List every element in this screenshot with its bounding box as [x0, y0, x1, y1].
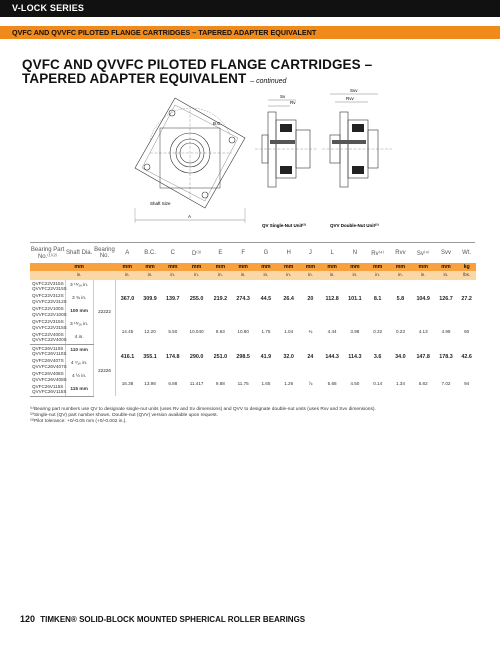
col-header-part-no: Bearing Part No.⁽¹⁾⁽²⁾ [30, 246, 65, 260]
col-header-shaft-dia: Shaft Dia. [65, 250, 93, 256]
value-in-cell: 1.65 [261, 380, 271, 386]
value-in-cell: 10.80 [237, 328, 249, 334]
part-number-cell: QVFC22V100S QVVFC22V100S [32, 306, 67, 317]
col-header-svv: Svv [440, 250, 451, 256]
col-header-h: H [286, 250, 291, 256]
value-mm-cell: 114.3 [348, 354, 362, 360]
shaft-dia-cell: 4 in. [65, 331, 93, 344]
col-header-rv: Rv⁽⁴⁾ [371, 250, 385, 257]
units-row-metric: mm mm mm mm mm mm mm mm mm mm mm mm mm mm mm mm kg [30, 263, 476, 271]
value-mm-cell: 24 [307, 354, 314, 360]
value-in-cell: 94 [464, 380, 470, 386]
section-subtitle-bar [0, 26, 500, 39]
value-mm-cell: 126.7 [439, 295, 453, 302]
shaft-size-label: Shaft Size [150, 201, 171, 206]
caption-double-nut: QVV Double-Nut Unit⁽²⁾ [330, 223, 379, 228]
value-in-cell: 1.34 [395, 380, 405, 386]
value-in-cell: 8.63 [215, 328, 225, 334]
footnote-1: ⁽¹⁾Bearing part numbers use QV to designate single-nut units (uses Rv and Sv dimensions) and QVV to designate double-nut units (uses Rvv and Svv dimensions). [30, 407, 376, 412]
shaft-dia-cell: 3 ¹⁵⁄₁₆ in. [65, 318, 93, 331]
bearing-group-22222 [30, 279, 476, 344]
value-mm-cell: 104.9 [416, 295, 430, 302]
value-in-cell: 11.75 [237, 380, 249, 386]
shaft-dia-cell: 3 ¾ in. [65, 292, 93, 305]
footnotes [30, 407, 476, 425]
dim-label-rv: Rv [290, 100, 296, 105]
table-row [30, 344, 476, 357]
value-mm-cell: 20 [307, 295, 314, 302]
value-mm-cell: 355.1 [143, 354, 157, 360]
footnote-2: ⁽²⁾Single-nut (QV) part number shown. Double-nut (QVV) version available upon request. [30, 413, 218, 418]
dimensions-table [30, 243, 476, 397]
dim-label-a: A [188, 214, 192, 219]
col-header-sv: Sv⁽⁴⁾ [416, 250, 430, 257]
units-row-imperial: in. in. in. in. in. in. in. in. in. in. in. in. in. in. in. in. lbs. [30, 271, 476, 279]
value-in-cell: 0.32 [373, 328, 383, 334]
section-subtitle: QVFC AND QVVFC PILOTED FLANGE CARTRIDGES – TAPERED ADAPTER EQUIVALENT [12, 28, 317, 37]
value-mm-cell: 3.6 [373, 354, 382, 360]
value-mm-cell: 274.3 [236, 295, 250, 302]
value-mm-cell: 219.2 [213, 295, 228, 302]
value-mm-cell: 251.0 [213, 354, 228, 360]
value-mm-cell: 44.5 [260, 295, 272, 302]
value-mm-cell: 27.2 [461, 295, 472, 302]
value-in-cell: 11.417 [189, 380, 204, 386]
value-mm-cell: 255.0 [189, 295, 204, 302]
page-footer [20, 614, 305, 624]
value-mm-cell: 174.8 [166, 354, 180, 360]
value-mm-cell: 41.9 [260, 354, 272, 360]
value-in-cell: 0.14 [373, 380, 383, 386]
title-continued: – continued [250, 78, 287, 85]
value-in-cell: 4.13 [418, 328, 428, 334]
value-in-cell: 1.75 [261, 328, 271, 334]
value-in-cell: 1.04 [284, 328, 294, 334]
value-in-cell: ⅞ [308, 380, 313, 386]
value-in-cell: 0.23 [395, 328, 405, 334]
value-mm-cell: 309.9 [143, 295, 157, 302]
col-header-c: C [170, 250, 175, 256]
value-in-cell: 4.99 [441, 328, 451, 334]
value-mm-cell: 112.8 [325, 295, 339, 302]
title-line-2: TAPERED ADAPTER EQUIVALENT [22, 71, 247, 86]
footer-text: SOLID-BLOCK MOUNTED SPHERICAL ROLLER BEARINGS [79, 615, 306, 624]
part-number-cell: QVFC22V315S QVVFC22V315S [32, 319, 67, 330]
value-mm-cell: 8.1 [373, 295, 382, 302]
series-header-bar [0, 0, 500, 17]
shaft-dia-cell: 110 mm [65, 344, 93, 357]
value-in-cell: 7.02 [441, 380, 451, 386]
dim-label-rvv: Rvv [346, 96, 354, 101]
col-header-j: J [308, 250, 312, 256]
dim-label-svv: Svv [350, 88, 358, 93]
value-mm-cell: 290.0 [189, 354, 204, 360]
col-header-n: N [352, 250, 358, 256]
value-in-cell: 3.98 [350, 328, 360, 334]
value-mm-cell: 139.7 [166, 295, 180, 302]
part-number-cell: QVFC26V408S QVVFC26V408S [32, 371, 67, 382]
bc-label: B.C. [213, 121, 222, 126]
value-mm-cell: 5.8 [396, 295, 405, 302]
value-mm-cell: 32.0 [283, 354, 294, 360]
value-mm-cell: 34.0 [395, 354, 406, 360]
shaft-dia-cell: 115 mm [65, 383, 93, 396]
value-in-cell: 9.88 [215, 380, 225, 386]
value-mm-cell: 178.3 [439, 354, 453, 360]
bearing-number-cell: 22226 [93, 344, 116, 396]
col-header-l: L [330, 250, 334, 256]
value-in-cell: 13.98 [144, 380, 156, 386]
value-mm-cell: 416.1 [120, 354, 135, 360]
caption-single-nut: QV Single-Nut Unit⁽²⁾ [262, 223, 306, 228]
bearing-group-22226 [30, 344, 476, 396]
table-header-row [30, 243, 476, 263]
dim-label-sv: Sv [280, 94, 286, 99]
value-in-cell: 10.040 [189, 328, 204, 334]
col-header-d: D⁽³⁾ [191, 250, 202, 257]
value-in-cell: 6.88 [168, 380, 178, 386]
value-in-cell: ¾ [308, 328, 313, 334]
part-number-cell: QVFC26V407S QVVFC26V407S [32, 358, 67, 369]
part-number-cell: QVFC22V312S QVVFC22V312S [32, 293, 67, 304]
part-number-cell: QVFC26V110S QVVFC26V110S [32, 345, 67, 356]
shaft-dia-cell: 3 ¹⁵⁄₁₆ in. [65, 279, 93, 292]
bearing-number-cell: 22222 [93, 279, 116, 344]
col-header-f: F [241, 250, 245, 256]
series-title: V-LOCK SERIES [12, 3, 85, 13]
value-in-cell: 4.44 [327, 328, 337, 334]
part-number-cell: QVFC22V400S QVVFC22V400S [32, 332, 67, 343]
value-in-cell: 16.38 [121, 380, 134, 386]
shaft-dia-cell: 4 ½ in. [65, 370, 93, 383]
col-header-e: E [218, 250, 223, 256]
value-in-cell: 5.82 [418, 380, 428, 386]
shaft-dia-cell: 100 mm [65, 305, 93, 318]
col-header-bc: B.C. [144, 250, 156, 256]
value-in-cell: 5.68 [327, 380, 337, 386]
title-line-1: QVFC AND QVVFC PILOTED FLANGE CARTRIDGES – [22, 57, 373, 72]
brand-name: TIMKEN® [40, 615, 77, 624]
value-in-cell: 12.20 [144, 328, 156, 334]
value-in-cell: 14.45 [121, 328, 134, 334]
value-mm-cell: 144.3 [325, 354, 339, 360]
value-in-cell: 4.50 [350, 380, 360, 386]
value-in-cell: 5.50 [168, 328, 178, 334]
col-header-g: G [263, 250, 269, 256]
part-number-cell: QVFC26V115S QVVFC26V115S [32, 384, 67, 395]
value-mm-cell: 26.4 [283, 295, 294, 302]
value-mm-cell: 298.5 [236, 354, 250, 360]
value-mm-cell: 147.8 [416, 354, 430, 360]
value-mm-cell: 367.0 [120, 295, 135, 302]
col-header-wt: Wt. [462, 250, 472, 256]
value-in-cell: 60 [464, 328, 470, 334]
footnote-3: ⁽³⁾Pilot tolerance: +0/-0.05 mm (+0/-0.002 in.). [30, 419, 127, 424]
col-header-bearing-no: Bearing No. [94, 247, 115, 259]
value-in-cell: 1.26 [284, 380, 294, 386]
table-row [30, 279, 476, 292]
shaft-dia-cell: 4 ⁷⁄₁₆ in. [65, 357, 93, 370]
page-number: 120 [20, 614, 36, 624]
value-mm-cell: 42.6 [461, 354, 472, 360]
value-mm-cell: 101.1 [348, 295, 362, 302]
col-header-a: A [125, 250, 130, 256]
col-header-rvv: Rvv [395, 250, 406, 256]
technical-drawing [0, 80, 500, 240]
part-number-cell: QVFC22V315S QVVFC22V315S [32, 280, 67, 291]
